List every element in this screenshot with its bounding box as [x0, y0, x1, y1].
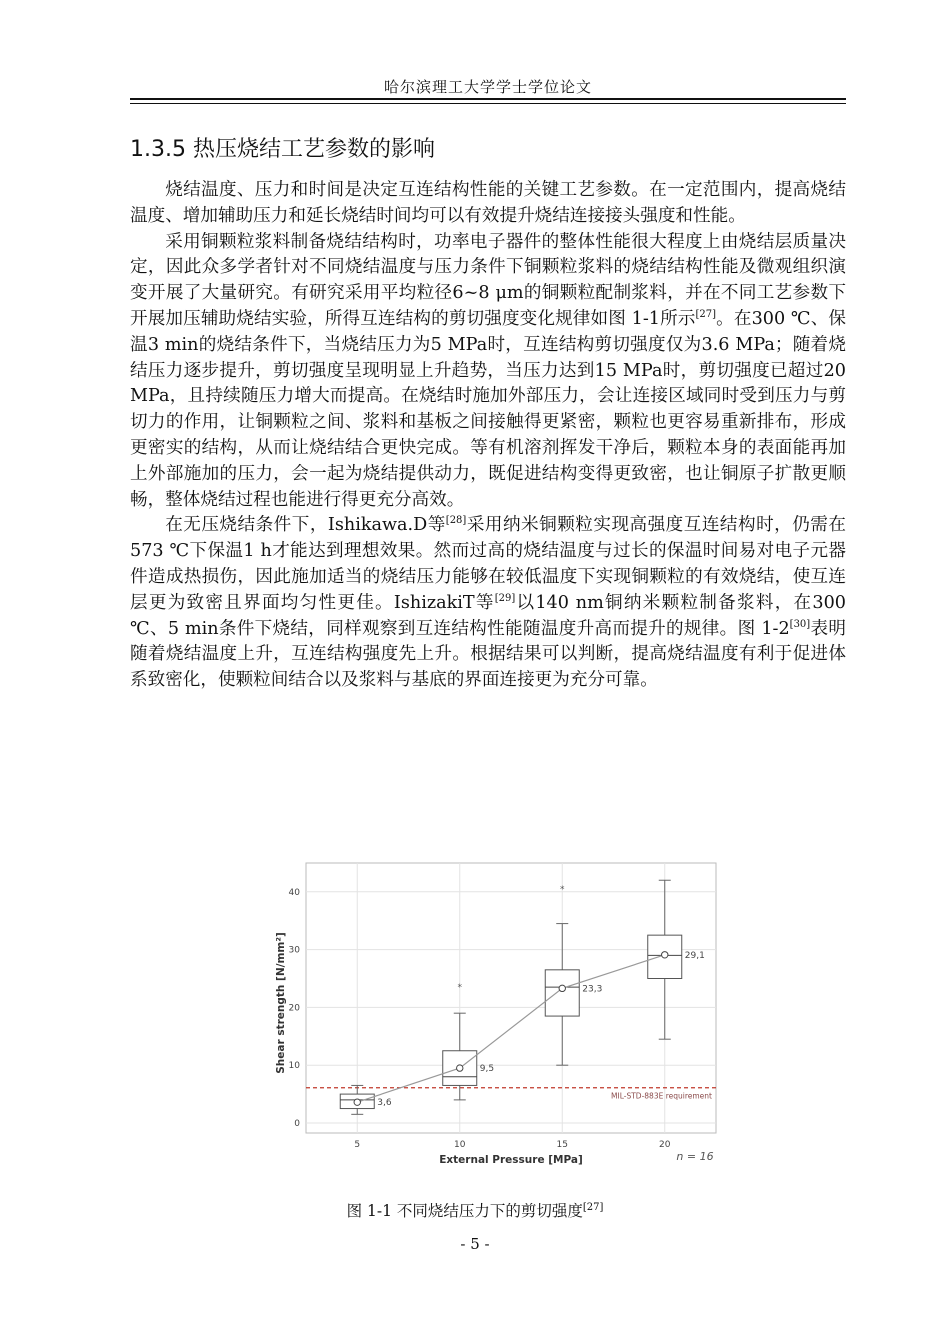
citation-29: [29]: [494, 592, 516, 604]
shear-strength-boxplot: [270, 857, 740, 1177]
mean-label: 3,6: [377, 1098, 392, 1109]
box-body: [545, 970, 579, 1016]
x-tick-label: 15: [556, 1140, 568, 1150]
x-tick-label: 20: [659, 1140, 671, 1150]
header-rule-thick: [130, 98, 846, 100]
paragraph-3-text-d: 表明随着烧结温度上升，互连结构强度先上升。根据结果可以判断，提高烧结温度有利于促进体系致密化，使颗粒间结合以及浆料与基底的界面连接更为充分可靠。: [130, 618, 846, 691]
mean-label: 9,5: [479, 1064, 495, 1075]
paragraph-2: [130, 230, 846, 514]
x-tick-label: 5: [354, 1140, 361, 1150]
paragraph-3: [130, 513, 846, 694]
x-axis-label: External Pressure [MPa]: [439, 1154, 583, 1166]
box-outlier: *: [457, 983, 462, 994]
citation-28: [28]: [445, 515, 467, 527]
y-axis-label: Shear strength [N/mm²]: [275, 932, 287, 1074]
x-tick-label: 10: [454, 1140, 466, 1150]
y-tick-label: 40: [288, 887, 300, 898]
mean-marker: [662, 952, 668, 958]
y-tick-label: 0: [294, 1119, 300, 1129]
page-number: - 5 -: [460, 1235, 490, 1253]
paragraph-1: 烧结温度、压力和时间是决定互连结构性能的关键工艺参数。在一定范围内，提高烧结温度、增加辅助压力和延长烧结时间均可以有效提升烧结连接接头强度和性能。: [130, 180, 846, 226]
paragraph-2-text-b: 。在300 ℃、保温3 min的烧结条件下，当烧结压力为5 MPa时，互连结构剪切强度仅为3.6 MPa；随着烧结压力逐步提升，剪切强度呈现明显上升趋势，当压力达到15 MPa时，剪切强度已超过20 MPa，且持续随压力增大而提高。在烧结时施加外部压力，会让连接区域同时受到压力与剪切力的作用，让铜颗粒之间、浆料和基板之间接触得更紧密，颗粒也更容易重新排布，形成更密实的结构，从而让烧结结合更快完成。等有机溶剂挥发干净后，颗粒本身的表面能再加上外部施加的压力，会一起为烧结提供动力，既促进结构变得更致密，也让铜原子扩散更顺畅，整体烧结过程也能进行得更充分高效。: [130, 308, 847, 510]
paragraph-2-text-a: 采用铜颗粒浆料制备烧结结构时，功率电子器件的整体性能很大程度上由烧结层质量决定，因此众多学者针对不同烧结温度与压力条件下铜颗粒浆料的烧结结构性能及微观组织演变开展了大量研究。有研究采用平均粒径6~8 μm的铜颗粒配制浆料，并在不同工艺参数下开展加压辅助烧结实验，所得互连结构的剪切强度变化规律如图 1-1所示: [130, 231, 846, 329]
plot-background: [270, 857, 740, 1177]
mean-label: 23,3: [582, 984, 603, 995]
mean-marker: [457, 1065, 463, 1071]
figure-1-1: [270, 857, 740, 1177]
paragraph-3-text-b: 采用纳米铜颗粒实现高强度互连结构时，仍需在573 ℃下保温1 h才能达到理想效果。然而过高的烧结温度与过长的保温时间易对电子元器件造成热损伤，因此施加适当的烧结压力能够在较低温度下实现铜颗粒的有效烧结，使互连层更为致密且界面均匀性更佳。IshizakiT等: [130, 515, 846, 613]
reference-line-label: MIL-STD-883E requirement: [611, 1091, 712, 1101]
section-title: 1.3.5 热压烧结工艺参数的影响: [130, 137, 435, 162]
box-outlier: *: [560, 884, 565, 895]
citation-30: [30]: [789, 618, 811, 630]
citation-27: [27]: [695, 309, 717, 321]
sample-note: n = 16: [676, 1150, 714, 1163]
figure-caption-citation: [27]: [582, 1201, 604, 1213]
paragraph-3-text-a: 在无压烧结条件下，Ishikawa.D等: [165, 515, 446, 536]
y-tick-label: 30: [288, 945, 300, 956]
header-rule-thin: [130, 103, 846, 104]
running-header: 哈尔滨理工大学学士学位论文: [383, 78, 592, 96]
y-tick-label: 10: [288, 1061, 300, 1072]
mean-marker: [559, 985, 565, 991]
y-tick-label: 20: [288, 1003, 300, 1014]
figure-caption: [0, 1199, 950, 1221]
mean-marker: [354, 1099, 360, 1105]
mean-label: 29,1: [684, 950, 705, 961]
body-text: [130, 178, 846, 694]
figure-caption-text: 图 1-1 不同烧结压力下的剪切强度: [346, 1202, 583, 1220]
paragraph-3-text-c: 以140 nm铜纳米颗粒制备浆料，在300 ℃、5 min条件下烧结，同样观察到互连结构性能随温度升高而提升的规律。图 1-2: [130, 592, 846, 639]
